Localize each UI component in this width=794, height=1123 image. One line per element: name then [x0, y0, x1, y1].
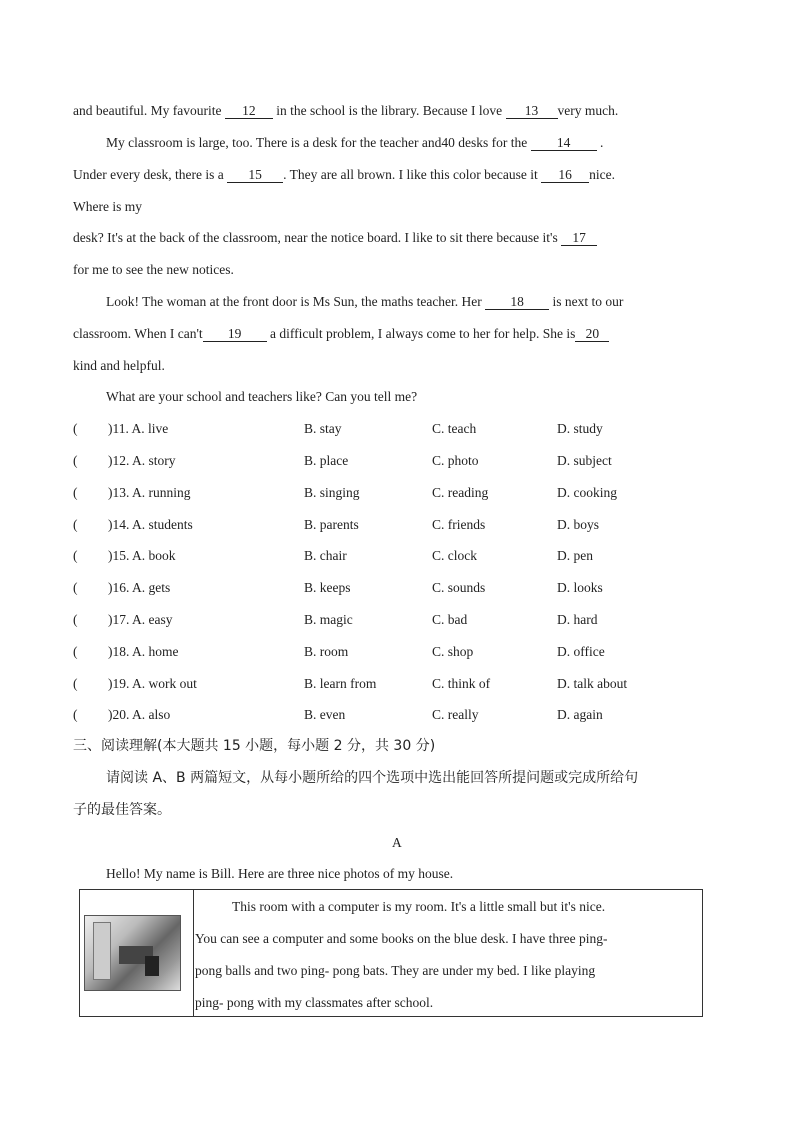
- question-option-d: D. boys: [557, 517, 600, 532]
- section-instructions-2: 子的最佳答案。: [73, 802, 171, 818]
- passage-intro: Hello! My name is Bill. Here are three nice photos of my house.: [106, 866, 454, 881]
- answer-paren[interactable]: (: [73, 485, 78, 500]
- blank-20[interactable]: 20: [575, 326, 609, 342]
- answer-paren[interactable]: (: [73, 580, 78, 595]
- question-option-c: C. bad: [432, 612, 468, 627]
- blank-16[interactable]: 16: [541, 167, 589, 183]
- question-option-b: B. chair: [304, 548, 347, 563]
- question-option-b: B. keeps: [304, 580, 351, 595]
- question-option-c: C. reading: [432, 485, 489, 500]
- answer-paren[interactable]: (: [73, 676, 78, 691]
- question-option-c: C. really: [432, 707, 479, 722]
- question-option-b: B. place: [304, 453, 349, 468]
- answer-paren[interactable]: (: [73, 548, 78, 563]
- question-option-c: C. think of: [432, 676, 491, 691]
- passage-line-2: My classroom is large, too. There is a desk for the teacher and40 desks for the 14 .: [106, 135, 604, 150]
- question-option-d: D. study: [557, 421, 603, 436]
- passage-label: A: [392, 835, 402, 850]
- photo-text-line-4: ping- pong with my classmates after school.: [195, 995, 434, 1010]
- question-option-d: D. office: [557, 644, 605, 659]
- passage-line-4: Where is my: [73, 199, 142, 214]
- question-option-a: )11. A. live: [108, 421, 169, 436]
- question-option-b: B. parents: [304, 517, 359, 532]
- answer-paren[interactable]: (: [73, 421, 78, 436]
- section-instructions-1: 请阅读 A、B 两篇短文，从每小题所给的四个选项中选出能回答所提问题或完成所给句: [106, 770, 639, 786]
- question-option-d: D. talk about: [557, 676, 628, 691]
- passage-line-7: Look! The woman at the front door is Ms Sun, the maths teacher. Her 18 is next to our: [106, 294, 624, 309]
- question-option-b: B. learn from: [304, 676, 377, 691]
- question-option-d: D. looks: [557, 580, 603, 595]
- passage-line-6: for me to see the new notices.: [73, 262, 234, 277]
- blank-14[interactable]: 14: [531, 135, 597, 151]
- answer-paren[interactable]: (: [73, 453, 78, 468]
- question-option-b: B. singing: [304, 485, 360, 500]
- question-option-d: D. subject: [557, 453, 612, 468]
- passage-line-3: Under every desk, there is a 15 . They are all brown. I like this color because it 16 nice.: [73, 167, 615, 182]
- photo-cell: [80, 890, 194, 1016]
- question-option-b: B. even: [304, 707, 346, 722]
- question-option-c: C. clock: [432, 548, 477, 563]
- question-option-b: B. room: [304, 644, 349, 659]
- blank-13[interactable]: 13: [506, 103, 558, 119]
- passage-line-9: kind and helpful.: [73, 358, 165, 373]
- answer-paren[interactable]: (: [73, 707, 78, 722]
- question-option-a: )19. A. work out: [108, 676, 197, 691]
- blank-12[interactable]: 12: [225, 103, 273, 119]
- answer-paren[interactable]: (: [73, 517, 78, 532]
- photo-text-line-2: You can see a computer and some books on the blue desk. I have three ping-: [195, 931, 608, 946]
- answer-paren[interactable]: (: [73, 644, 78, 659]
- passage-line-5: desk? It's at the back of the classroom, near the notice board. I like to sit there because it's 17: [73, 229, 597, 247]
- question-option-a: )20. A. also: [108, 707, 171, 722]
- photo-text-line-3: pong balls and two ping- pong bats. They are under my bed. I like playing: [195, 963, 596, 978]
- photo-wall: [93, 922, 111, 980]
- photo-text-line-1: This room with a computer is my room. It's a little small but it's nice.: [232, 899, 606, 914]
- question-option-b: B. magic: [304, 612, 353, 627]
- question-option-c: C. friends: [432, 517, 486, 532]
- question-option-a: )13. A. running: [108, 485, 191, 500]
- question-option-c: C. teach: [432, 421, 477, 436]
- passage-line-10: What are your school and teachers like? Can you tell me?: [106, 389, 418, 404]
- question-option-a: )12. A. story: [108, 453, 176, 468]
- passage-line-8: classroom. When I can't 19 a difficult problem, I always come to her for help. She is 20: [73, 325, 609, 343]
- question-option-a: )15. A. book: [108, 548, 176, 563]
- blank-18[interactable]: 18: [485, 294, 549, 310]
- question-option-a: )18. A. home: [108, 644, 179, 659]
- answer-paren[interactable]: (: [73, 612, 78, 627]
- passage-line-1: and beautiful. My favourite 12 in the school is the library. Because I love 13 very much.: [73, 103, 619, 118]
- question-option-c: C. shop: [432, 644, 474, 659]
- blank-15[interactable]: 15: [227, 167, 283, 183]
- question-option-a: )17. A. easy: [108, 612, 173, 627]
- question-option-b: B. stay: [304, 421, 342, 436]
- question-option-c: C. sounds: [432, 580, 486, 595]
- blank-17[interactable]: 17: [561, 230, 597, 246]
- question-option-d: D. again: [557, 707, 603, 722]
- section-heading: 三、阅读理解(本大题共 15 小题，每小题 2 分，共 30 分): [73, 738, 436, 754]
- question-option-a: )14. A. students: [108, 517, 193, 532]
- question-option-d: D. pen: [557, 548, 593, 563]
- photo-table: [79, 889, 703, 1017]
- question-option-d: D. cooking: [557, 485, 617, 500]
- question-option-d: D. hard: [557, 612, 598, 627]
- question-option-a: )16. A. gets: [108, 580, 171, 595]
- blank-19[interactable]: 19: [203, 326, 267, 342]
- photo-chair: [145, 956, 159, 976]
- room-photo: [84, 915, 181, 991]
- question-option-c: C. photo: [432, 453, 479, 468]
